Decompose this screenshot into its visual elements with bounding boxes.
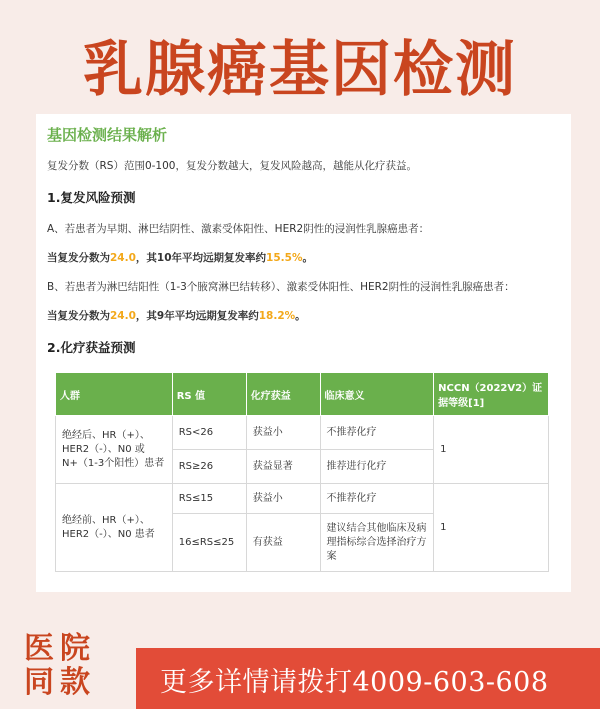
para-b: B、若患者为淋巴结阳性（1-3个腋窝淋巴结转移）、激素受体阳性、HER2阴性的浸润性乳腺癌患者：: [47, 281, 515, 293]
heading-recurrence: 1.复发风险预测: [47, 190, 136, 205]
header-rs: RS 值: [172, 373, 246, 416]
heading-chemo: 2.化疗获益预测: [47, 340, 136, 355]
intro-text: 复发分数（RS）范围0-100，复发分数越大，复发风险越高，越能从化疗获益。: [47, 160, 417, 172]
result-a-rate: 15.5%: [266, 252, 303, 264]
badge-line-1: 医院: [24, 631, 96, 666]
header-meaning: 临床意义: [320, 373, 434, 416]
table-row: [56, 416, 549, 450]
report-card: [36, 114, 571, 592]
result-b-mid: ，其9年平均远期复发率约: [135, 310, 259, 322]
meaning-cell: 不推荐化疗: [320, 484, 434, 514]
result-a: [47, 251, 561, 266]
para-a: A、若患者为早期、淋巴结阴性、激素受体阳性、HER2阴性的浸润性乳腺癌患者：: [47, 223, 430, 235]
benefit-cell: 有获益: [246, 514, 320, 572]
rs-cell: RS≤15: [172, 484, 246, 514]
benefit-cell: 获益小: [246, 416, 320, 450]
meaning-cell: 推荐进行化疗: [320, 450, 434, 484]
rs-cell: RS<26: [172, 416, 246, 450]
rs-cell: RS≥26: [172, 450, 246, 484]
result-a-score: 24.0: [110, 252, 136, 264]
level-cell: 1: [434, 484, 549, 572]
contact-cta: 更多详情请拨打4009-603-608: [160, 667, 549, 698]
table-row: [56, 484, 549, 514]
result-a-pre: 当复发分数为: [47, 252, 110, 264]
header-nccn: NCCN（2022V2）证据等级[1]: [434, 373, 549, 416]
section-title: 基因检测结果解析: [47, 126, 168, 144]
meaning-cell: 不推荐化疗: [320, 416, 434, 450]
meaning-cell: 建议结合其他临床及病理指标综合选择治疗方案: [320, 514, 434, 572]
result-b-pre: 当复发分数为: [47, 310, 110, 322]
rs-cell: 16≤RS≤25: [172, 514, 246, 572]
chemo-benefit-table: [55, 372, 549, 572]
result-b-score: 24.0: [110, 310, 136, 322]
result-a-mid: ，其10年平均远期复发率约: [135, 252, 267, 264]
population-cell: 绝经前、HR（+）、HER2（-）、N0 患者: [56, 484, 173, 572]
header-benefit: 化疗获益: [246, 373, 320, 416]
benefit-cell: 获益小: [246, 484, 320, 514]
result-b-rate: 18.2%: [258, 310, 296, 322]
badge-line-2: 同款: [24, 665, 96, 700]
hospital-badge: [24, 632, 96, 700]
result-b-post: 。: [295, 310, 306, 322]
banner-title: 乳腺癌基因检测: [83, 35, 517, 105]
level-cell: 1: [434, 416, 549, 484]
benefit-cell: 获益显著: [246, 450, 320, 484]
header-population: 人群: [56, 373, 173, 416]
population-cell: 绝经后、HR（+）、HER2（-）、N0 或 N+（1-3个阳性）患者: [56, 416, 173, 484]
result-a-post: 。: [302, 252, 313, 264]
table-header-row: [56, 373, 549, 416]
result-b: [47, 309, 561, 324]
